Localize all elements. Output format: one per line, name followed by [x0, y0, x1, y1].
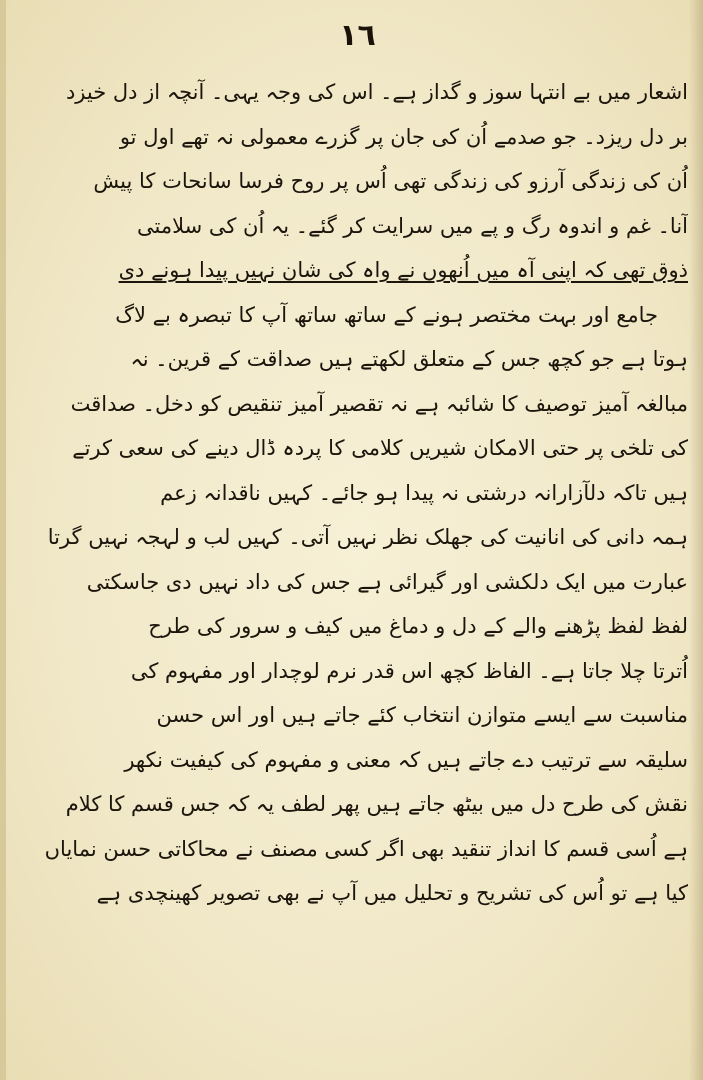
- page-body-text: [28, 70, 688, 916]
- text-line-6-paragraph-start: جامع اور بہت مختصر ہونے کے ساتھ ساتھ آپ کا تبصرہ بے لاگ: [115, 302, 658, 327]
- text-line-9: کی تلخی پر حتی الامکان شیریں کلامی کا پردہ ڈال دینے کی سعی کرتے: [72, 436, 688, 460]
- text-line-8: مبالغہ آمیز توصیف کا شائبہ ہے نہ تقصیر آمیز تنقیص کو دخل۔ صداقت: [70, 391, 688, 416]
- text-line-2: بر دل ریزد۔ جو صدمے اُن کی جان پر گزرے معمولی نہ تھے اول تو: [119, 124, 688, 149]
- text-line-16: سلیقہ سے ترتیب دے جاتے ہیں کہ معنی و مفہوم کی کیفیت نکھر: [124, 747, 688, 772]
- text-line-12: عبارت میں ایک دلکشی اور گیرائی ہے جس کی داد نہیں دی جاسکتی: [86, 569, 688, 594]
- text-line-11: ہمہ دانی کی انانیت کی جھلک نظر نہیں آتی۔ کہیں لب و لہجہ نہیں گرتا: [47, 525, 688, 549]
- text-line-17: نقش کی طرح دل میں بیٹھ جاتے ہیں پھر لطف یہ کہ جس قسم کا کلام: [65, 792, 688, 816]
- page-edge-shadow: [689, 0, 703, 1080]
- text-line-7: ہوتا ہے جو کچھ جس کے متعلق لکھتے ہیں صداقت کے قرین۔ نہ: [130, 347, 688, 371]
- page-number: ١٦: [339, 18, 376, 53]
- text-line-4: آنا۔ غم و اندوہ رگ و پے میں سرایت کر گئے۔ یہ اُن کی سلامتی: [136, 213, 688, 238]
- text-line-14: اُترتا چلا جاتا ہے۔ الفاظ کچھ اس قدر نرم لوچدار اور مفہوم کی: [130, 658, 688, 683]
- text-line-3: اُن کی زندگی آرزو کی زندگی تھی اُس پر روح فرسا سانحات کا پیش: [93, 169, 688, 193]
- text-line-1: اشعار میں بے انتہا سوز و گداز ہے۔ اس کی وجہ یہی۔ آنچہ از دل خیزد: [65, 80, 688, 104]
- text-line-13: لفظ لفظ پڑھنے والے کے دل و دماغ میں کیف و سرور کی طرح: [148, 614, 688, 638]
- text-line-5-underlined: ذوق تھی کہ اپنی آہ میں اُنھوں نے واہ کی شان نہیں پیدا ہونے دی: [118, 258, 688, 282]
- text-line-10: ہیں تاکہ دلآزارانہ درشتی نہ پیدا ہو جائے۔ کہیں ناقدانہ زعم: [160, 480, 688, 505]
- text-line-15: مناسبت سے ایسے متوازن انتخاب کئے جاتے ہیں اور اس حسن: [156, 703, 688, 727]
- text-line-18: ہے اُسی قسم کا انداز تنقید بھی اگر کسی مصنف نے محاکاتی حسن نمایاں: [44, 836, 688, 861]
- text-line-19: کیا ہے تو اُس کی تشریح و تحلیل میں آپ نے بھی تصویر کھینچدی ہے: [96, 881, 688, 905]
